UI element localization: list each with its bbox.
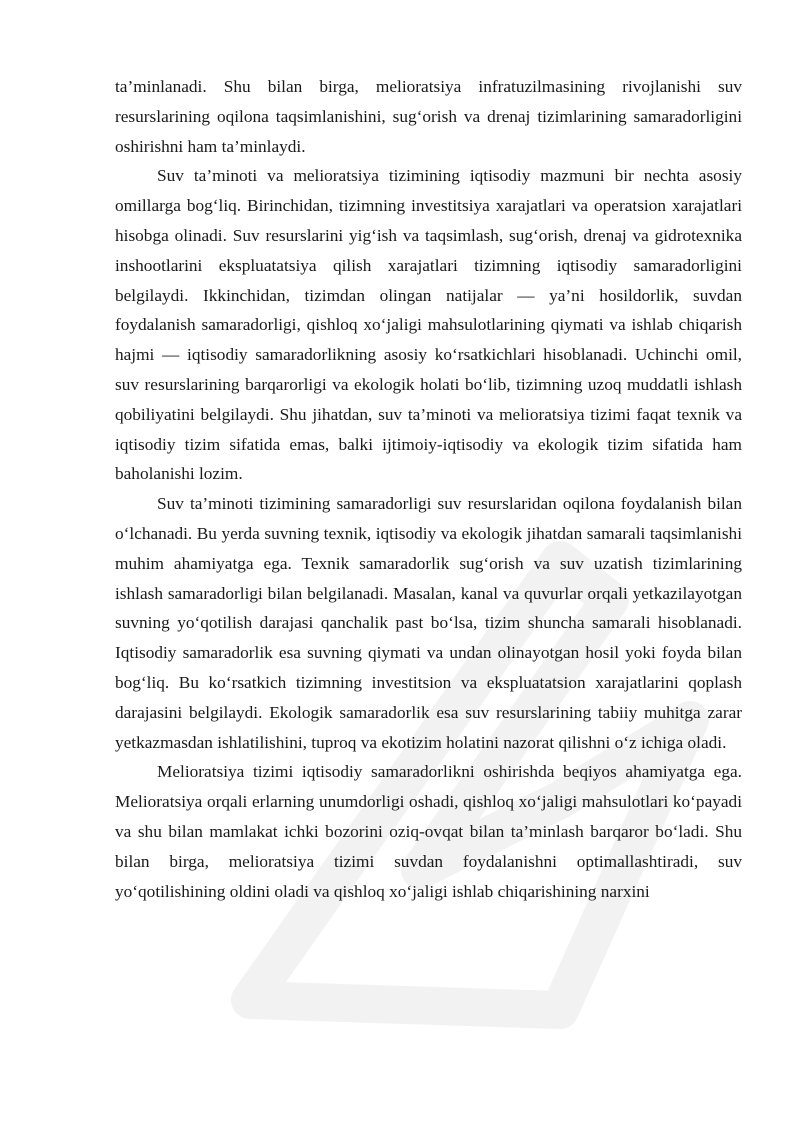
document-page: [115, 72, 742, 906]
paragraph-water-supply-efficiency: Suv ta’minoti tizimining samaradorligi suv resurslaridan oqilona foydalanish bilan o‘lchanadi. Bu yerda suvning texnik, iqtisodiy va ekologik jihatdan samarali taqsimlanishi muhim ahamiyatga ega. Texnik samaradorlik sug‘orish va suv uzatish tizimlarining ishlash samaradorligi bilan belgilanadi. Masalan, kanal va quvurlar orqali yetkazilayotgan suvning yo‘qotilish darajasi qanchalik past bo‘lsa, tizim shuncha samarali hisoblanadi. Iqtisodiy samaradorlik esa suvning qiymati va undan olinayotgan hosil yoki foyda bilan bog‘liq. Bu ko‘rsatkich tizimning investitsion va ekspluatatsion xarajatlarini qoplash darajasini belgilaydi. Ekologik samaradorlik esa suv resurslarining tabiiy muhitga zarar yetkazmasdan ishlatilishini, tuproq va ekotizim holatini nazorat qilishni o‘z ichiga oladi.: [115, 494, 742, 752]
paragraph-continuation: ta’minlanadi. Shu bilan birga, melioratsiya infratuzilmasining rivojlanishi suv resurslarining oqilona taqsimlanishini, sug‘orish va drenaj tizimlarining samaradorligini oshirishni ham ta’minlaydi.: [115, 77, 742, 156]
paragraph-melioration-efficiency: Melioratsiya tizimi iqtisodiy samaradorlikni oshirishda beqiyos ahamiyatga ega. Melioratsiya orqali erlarning unumdorligi oshadi, qishloq xo‘jaligi mahsulotlari ko‘payadi va shu bilan mamlakat ichki bozorini oziq-ovqat bilan ta’minlash barqaror bo‘ladi. Shu bilan birga, melioratsiya tizimi suvdan foydalanishni optimallashtiradi, suv yo‘qotilishining oldini oladi va qishloq xo‘jaligi ishlab chiqarishining narxini: [115, 762, 742, 901]
paragraph-economic-content: Suv ta’minoti va melioratsiya tizimining iqtisodiy mazmuni bir nechta asosiy omillarga bog‘liq. Birinchidan, tizimning investitsiya xarajatlari va operatsion xarajatlari hisobga olinadi. Suv resurslarini yig‘ish va taqsimlash, sug‘orish, drenaj va gidrotexnika inshootlarini ekspluatatsiya qilish xarajatlari tizimning iqtisodiy samaradorligini belgilaydi. Ikkinchidan, tizimdan olingan natijalar — ya’ni hosildorlik, suvdan foydalanish samaradorligi, qishloq xo‘jaligi mahsulotlarining qiymati va ishlab chiqarish hajmi — iqtisodiy samaradorlikning asosiy ko‘rsatkichlari hisoblanadi. Uchinchi omil, suv resurslarining barqarorligi va ekologik holati bo‘lib, tizimning uzoq muddatli ishlash qobiliyatini belgilaydi. Shu jihatdan, suv ta’minoti va melioratsiya tizimi faqat texnik va iqtisodiy tizim sifatida emas, balki ijtimoiy-iqtisodiy va ekologik tizim sifatida ham baholanishi lozim.: [115, 166, 742, 484]
